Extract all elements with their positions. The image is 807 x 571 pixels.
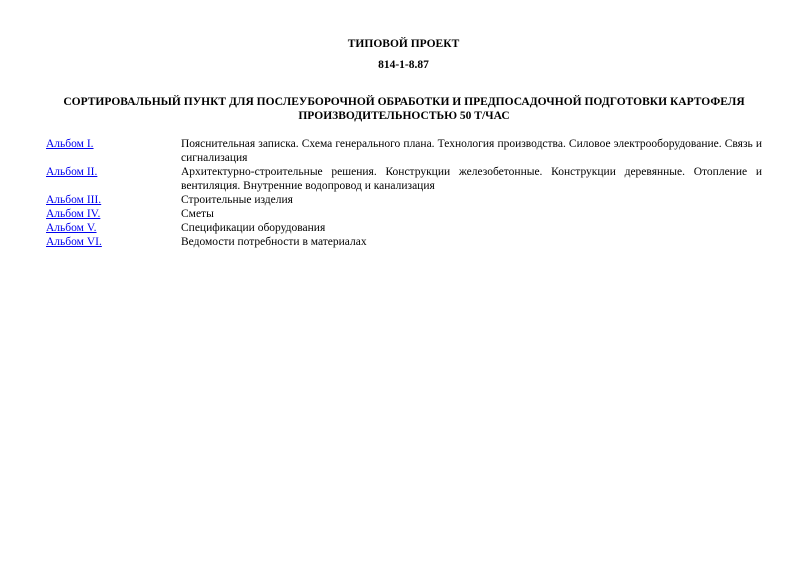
- album-link-4[interactable]: Альбом IV.: [46, 208, 101, 220]
- album-description-3: Строительные изделия: [181, 194, 293, 206]
- document-type-heading: ТИПОВОЙ ПРОЕКТ: [347, 38, 460, 50]
- album-description-5: Спецификации оборудования: [181, 222, 326, 234]
- album-row-6: [46, 235, 762, 249]
- album-description-6: Ведомости потребности в материалах: [181, 236, 367, 248]
- album-link-5[interactable]: Альбом V.: [46, 222, 97, 234]
- album-description-2: Архитектурно-строительные решения. Конструкции железобетонные. Конструкции деревянные. Отопление и вентиляция. Внутренние водопровод и канализация: [181, 166, 762, 192]
- album-row-5: [46, 221, 762, 235]
- album-link-2[interactable]: Альбом II.: [46, 166, 98, 178]
- album-link-1[interactable]: Альбом I.: [46, 138, 94, 150]
- album-row-3: [46, 193, 762, 207]
- album-row-2: [46, 165, 762, 193]
- album-link-6[interactable]: Альбом VI.: [46, 236, 102, 248]
- album-description-4: Сметы: [181, 208, 214, 220]
- project-code: 814-1-8.87: [378, 59, 429, 71]
- album-row-4: [46, 207, 762, 221]
- album-description-1: Пояснительная записка. Схема генерального плана. Технология производства. Силовое электрооборудование. Связь и сигнализация: [181, 138, 762, 164]
- document-title: СОРТИРОВАЛЬНЫЙ ПУНКТ ДЛЯ ПОСЛЕУБОРОЧНОЙ ОБРАБОТКИ И ПРЕДПОСАДОЧНОЙ ПОДГОТОВКИ КАРТОФЕЛЯ ПРОИЗВОДИТЕЛЬНОСТЬЮ 50 Т/ЧАС: [63, 96, 745, 122]
- album-row-1: [46, 137, 762, 165]
- album-link-3[interactable]: Альбом III.: [46, 194, 102, 206]
- album-list: [46, 137, 762, 249]
